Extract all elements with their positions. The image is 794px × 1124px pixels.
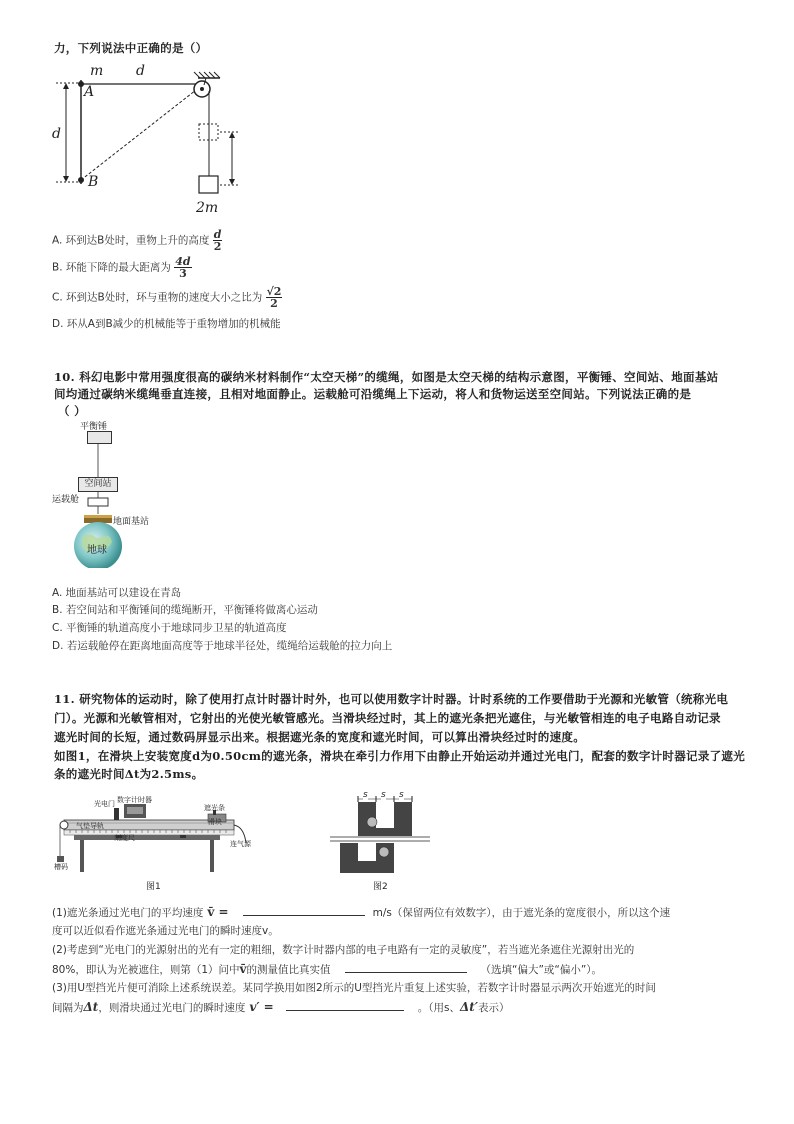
q9-label-b: B (88, 174, 99, 190)
q11-part1-text-a: (1)遮光条通过光电门的平均速度 (52, 907, 204, 919)
q11-part3-v-prime: v′ = (249, 1000, 274, 1014)
q11-answer-blank-2[interactable] (345, 961, 467, 973)
q11-answer-blank-3[interactable] (286, 999, 404, 1011)
q11-fig1-label-air: 连气源 (230, 840, 251, 848)
q11-part3-line1: (3)用U型挡光片便可消除上述系统误差。某同学换用如图2所示的U型挡光片重复上述实验，若数字计时器显示两次开始遮光的时间 (52, 982, 656, 994)
q9-label-d-top: d (136, 63, 145, 79)
q11-part1-line2: 度可以近似看作遮光条通过光电门的瞬时速度v。 (52, 925, 279, 937)
q10-counterweight-box (87, 431, 112, 444)
q11-fig2-label-s1: s (363, 790, 368, 800)
q10-stem-line3: （ ） (58, 404, 86, 418)
q11-stem-line4: 如图1，在滑块上安装宽度d为0.50cm的遮光条，滑块在牵引力作用下由静止开始运动并通过光电门，配套的数字计时器记录了遮光 (54, 749, 746, 763)
q11-fig2-caption: 图2 (373, 882, 388, 892)
q9-option-b-fraction (174, 256, 191, 279)
q11-part2-text-c: 的测量值比真实值 (246, 964, 331, 976)
q11-fig2-label-s2: s (381, 790, 386, 800)
q11-part1-text-b: m/s（保留两位有效数字），由于遮光条的宽度很小，所以这个速 (372, 907, 671, 919)
q9-option-c-fraction (266, 286, 283, 309)
q11-part2-line2 (52, 961, 602, 977)
q9-option-a-fraction (213, 229, 223, 252)
q9-option-a-text: A. 环到达B处时，重物上升的高度 (52, 234, 210, 247)
q9-label-m: m (90, 63, 104, 79)
q9-option-a (52, 229, 222, 252)
q9-option-c-denominator: 2 (270, 297, 278, 310)
q10-option-a: A. 地面基站可以建设在青岛 (52, 587, 182, 599)
q11-fig1-label-ruler: 刻度尺 (114, 834, 135, 842)
q11-part2-vbar-symbol: v̄ (239, 962, 247, 976)
q11-part3-text-c: ，则滑块通过光电门的瞬时速度 (98, 1002, 246, 1014)
q11-fig1-label-gate: 光电门 (94, 800, 115, 808)
q9-option-a-numerator: d (213, 228, 222, 241)
q11-part1-vbar-symbol: v̄ = (207, 905, 229, 919)
q9-label-d-left: d (52, 126, 61, 142)
q11-stem-line1: 11. 研究物体的运动时，除了使用打点计时器计时外，也可以使用数字计时器。计时系统的工作要借助于光源和光敏管（统称光电 (54, 692, 729, 706)
q9-option-c (52, 286, 282, 309)
q11-fig1-label-track: 气垫导轨 (76, 822, 104, 830)
q11-part3-delta-t: Δt (83, 1000, 99, 1014)
q11-fig1-label-weight: 槽码 (54, 863, 68, 871)
q9-label-a: A (84, 84, 95, 100)
q10-label-ground-station: 地面基站 (113, 517, 150, 527)
q10-label-counterweight: 平衡锤 (80, 422, 108, 432)
q9-option-c-numerator: √2 (266, 285, 282, 298)
q11-part3-text-d: 。（用s、 (417, 1002, 460, 1014)
q11-fig1-label-timer: 数字计时器 (117, 796, 152, 804)
q11-stem-line2: 门）。光源和光敏管相对，它射出的光使光敏管感光。当滑块经过时，其上的遮光条把光遮住，与光敏管相连的电子电路自动记录 (54, 711, 721, 725)
q11-part2-line1: (2)考虑到“光电门的光源射出的光有一定的粗细，数字计时器内部的电子电路有一定的灵敏度”，若当遮光条遮住光源射出光的 (52, 944, 635, 956)
q9-option-b (52, 256, 192, 279)
q11-part2-text-d: （选填“偏大”或“偏小”）。 (480, 964, 603, 976)
q11-answer-blank-1[interactable] (243, 904, 365, 916)
q11-part3-line2 (52, 999, 510, 1015)
q11-fig1-label-slider: 滑块 (208, 818, 222, 826)
q10-stem-line1: 10. 科幻电影中常用强度很高的碳纳米材料制作“太空天梯”的缆绳，如图是太空天梯的结构示意图，平衡锤、空间站、地面基站 (54, 370, 719, 384)
q11-fig2-u-strip (320, 790, 440, 878)
q9-pulley-figure (48, 58, 248, 218)
q9-option-b-denominator: 3 (179, 267, 187, 280)
q11-fig1-label-strip: 遮光条 (204, 804, 225, 812)
q9-option-d: D. 环从A到B减少的机械能等于重物增加的机械能 (52, 318, 281, 330)
q10-stem-line2: 间均通过碳纳米缆绳垂直连接，且相对地面静止。运载舱可沿缆绳上下运动，将人和货物运送至空间站。下列说法正确的是 (54, 387, 692, 401)
q9-option-b-numerator: 4d (175, 255, 191, 268)
q10-label-capsule: 运载舱 (52, 495, 80, 505)
q10-station-box: 空间站 (78, 477, 118, 492)
q10-option-b: B. 若空间站和平衡锤间的缆绳断开，平衡锤将做离心运动 (52, 604, 318, 616)
q11-part3-text-b: 间隔为 (52, 1002, 84, 1014)
q10-label-earth: 地球 (87, 545, 107, 556)
q11-part3-text-e: 表示） (478, 1002, 510, 1014)
q9-option-b-text: B. 环能下降的最大距离为 (52, 261, 171, 274)
q11-part2-text-b: 80%，即认为光被遮住，则第（1）问中 (52, 964, 240, 976)
q11-stem-line5: 条的遮光时间Δt为2.5ms。 (54, 767, 204, 781)
q9-label-2m: 2m (196, 200, 219, 216)
q9-option-c-text: C. 环到达B处时，环与重物的速度大小之比为 (52, 291, 263, 304)
q9-stem-tail: 力，下列说法中正确的是（） (54, 41, 208, 55)
q11-part3-delta-t-prime: Δt′ (459, 1000, 478, 1014)
q10-option-c: C. 平衡锤的轨道高度小于地球同步卫星的轨道高度 (52, 622, 287, 634)
q11-fig2-label-s3: s (399, 790, 404, 800)
q10-option-d: D. 若运载舱停在距离地面高度等于地球半径处，缆绳给运载舱的拉力向上 (52, 640, 393, 652)
q11-part1-line1 (52, 904, 670, 920)
q9-option-a-denominator: 2 (213, 240, 222, 253)
q11-stem-line3: 遮光时间的长短，通过数码屏显示出来。根据遮光条的宽度和遮光时间，可以算出滑块经过时的速度。 (54, 730, 585, 744)
q11-fig1-caption: 图1 (146, 882, 161, 892)
